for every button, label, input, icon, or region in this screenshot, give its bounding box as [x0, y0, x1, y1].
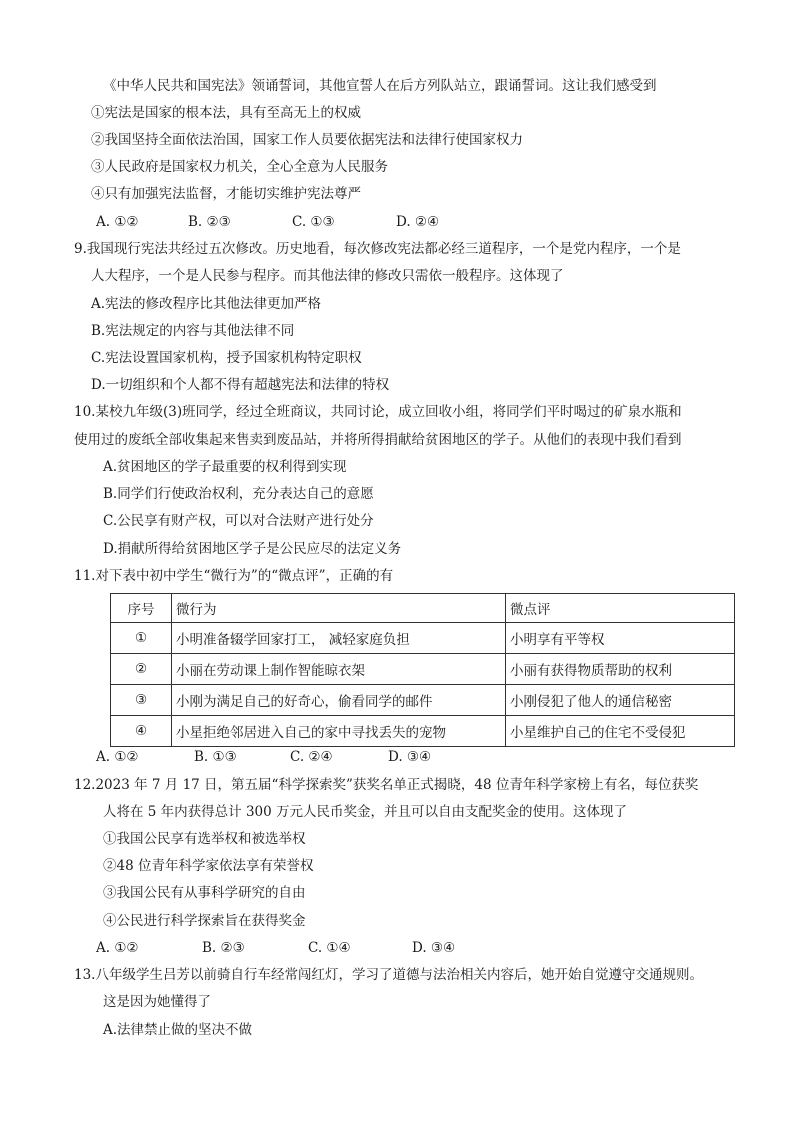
table-cell: ③	[111, 685, 172, 716]
q13-option-a: A.法律禁止做的坚决不做	[103, 1022, 253, 1038]
table-row	[111, 685, 735, 716]
table-cell: 小丽有获得物质帮助的权利	[506, 654, 735, 685]
q12-option-c: C. ①④	[308, 940, 351, 956]
table-cell: ②	[111, 654, 172, 685]
q8-option-b: B. ②③	[188, 214, 231, 230]
q13-stem-line-2: 这是因为她懂得了	[103, 994, 211, 1010]
table-row	[111, 623, 735, 654]
table-cell: 小刚侵犯了他人的通信秘密	[506, 685, 735, 716]
table-header-cell: 微点评	[506, 594, 735, 623]
table-cell: 小星维护自己的住宅不受侵犯	[506, 716, 735, 747]
q8-item-3: ③人民政府是国家权力机关，全心全意为人民服务	[91, 159, 388, 175]
table-header-cell: 微行为	[172, 594, 506, 623]
q9-option-a: A.宪法的修改程序比其他法律更加严格	[91, 296, 322, 312]
q10-option-a: A.贫困地区的学子最重要的权利得到实现	[103, 459, 347, 475]
q12-item-2: ②48 位青年科学家依法享有荣誉权	[103, 858, 314, 874]
q9-option-b: B.宪法规定的内容与其他法律不同	[91, 323, 295, 339]
q11-option-b: B. ①③	[194, 749, 237, 765]
q10-stem-line-2: 使用过的废纸全部收集起来售卖到废品站，并将所得捐献给贫困地区的学子。从他们的表现中我们看到	[74, 432, 682, 448]
q10-stem-line-1: 10.某校九年级(3)班同学，经过全班商议，共同讨论，成立回收小组，将同学们平时喝过的矿泉水瓶和	[74, 404, 682, 420]
q11-option-a: A. ①②	[96, 749, 139, 765]
q8-item-4: ④只有加强宪法监督，才能切实维护宪法尊严	[91, 186, 361, 202]
table-cell: 小丽在劳动课上制作智能晾衣架	[172, 654, 506, 685]
q8-option-d: D. ②④	[396, 214, 440, 230]
table-cell: 小明准备辍学回家打工， 减轻家庭负担	[172, 623, 506, 654]
q11-table	[110, 593, 735, 747]
q10-option-c: C.公民享有财产权，可以对合法财产进行处分	[103, 513, 374, 529]
q10-option-b: B.同学们行使政治权利，充分表达自己的意愿	[103, 486, 374, 502]
q12-stem-line-2: 人将在 5 年内获得总计 300 万元人民币奖金，并且可以自由支配奖金的使用。这体现了	[103, 804, 628, 820]
table-cell: ④	[111, 716, 172, 747]
q8-stem: 《中华人民共和国宪法》领诵誓词，其他宣誓人在后方列队站立，跟诵誓词。这让我们感受到	[103, 78, 657, 94]
q10-option-d: D.捐献所得给贫困地区学子是公民应尽的法定义务	[103, 541, 402, 557]
q9-option-d: D.一切组织和个人都不得有超越宪法和法律的特权	[91, 377, 390, 393]
q8-item-1: ①宪法是国家的根本法，具有至高无上的权威	[91, 105, 361, 121]
q11-options	[96, 748, 431, 766]
table-cell: 小星拒绝邻居进入自己的家中寻找丢失的宠物	[172, 716, 506, 747]
table-cell: 小刚为满足自己的好奇心，偷看同学的邮件	[172, 685, 506, 716]
q8-option-a: A. ①②	[96, 214, 139, 230]
q12-option-a: A. ①②	[96, 940, 139, 956]
q13-stem-line-1: 13.八年级学生吕芳以前骑自行车经常闯红灯，学习了道德与法治相关内容后，她开始自觉遵守交通规则。	[74, 967, 703, 983]
q8-option-c: C. ①③	[292, 214, 335, 230]
table-cell: 小明享有平等权	[506, 623, 735, 654]
q11-stem: 11.对下表中初中学生“微行为”的“微点评”，正确的有	[74, 568, 394, 584]
q12-option-d: D. ③④	[412, 940, 456, 956]
q11-option-c: C. ②④	[290, 749, 333, 765]
table-header-cell: 序号	[111, 594, 172, 623]
q12-item-3: ③我国公民有从事科学研究的自由	[103, 885, 306, 901]
q8-item-2: ②我国坚持全面依法治国，国家工作人员要依据宪法和法律行使国家权力	[91, 132, 523, 148]
q11-option-d: D. ③④	[388, 749, 432, 765]
q9-stem-line-2: 人大程序，一个是人民参与程序。而其他法律的修改只需依一般程序。这体现了	[91, 268, 564, 284]
q9-stem-line-1: 9.我国现行宪法共经过五次修改。历史地看，每次修改宪法都必经三道程序，一个是党内程序，一个是	[74, 241, 681, 257]
q12-item-1: ①我国公民享有选举权和被选举权	[103, 831, 306, 847]
q12-item-4: ④公民进行科学探索旨在获得奖金	[103, 913, 306, 929]
q9-option-c: C.宪法设置国家机构，授予国家机构特定职权	[91, 350, 362, 366]
table-row	[111, 654, 735, 685]
q8-options	[96, 213, 439, 231]
table-header-row	[111, 594, 735, 623]
q12-option-b: B. ②③	[202, 940, 245, 956]
q12-stem-line-1: 12.2023 年 7 月 17 日，第五届“科学探索奖”获奖名单正式揭晓，48 位青年科学家榜上有名，每位获奖	[74, 777, 699, 793]
table-row	[111, 716, 735, 747]
table-cell: ①	[111, 623, 172, 654]
q12-options	[96, 939, 455, 957]
